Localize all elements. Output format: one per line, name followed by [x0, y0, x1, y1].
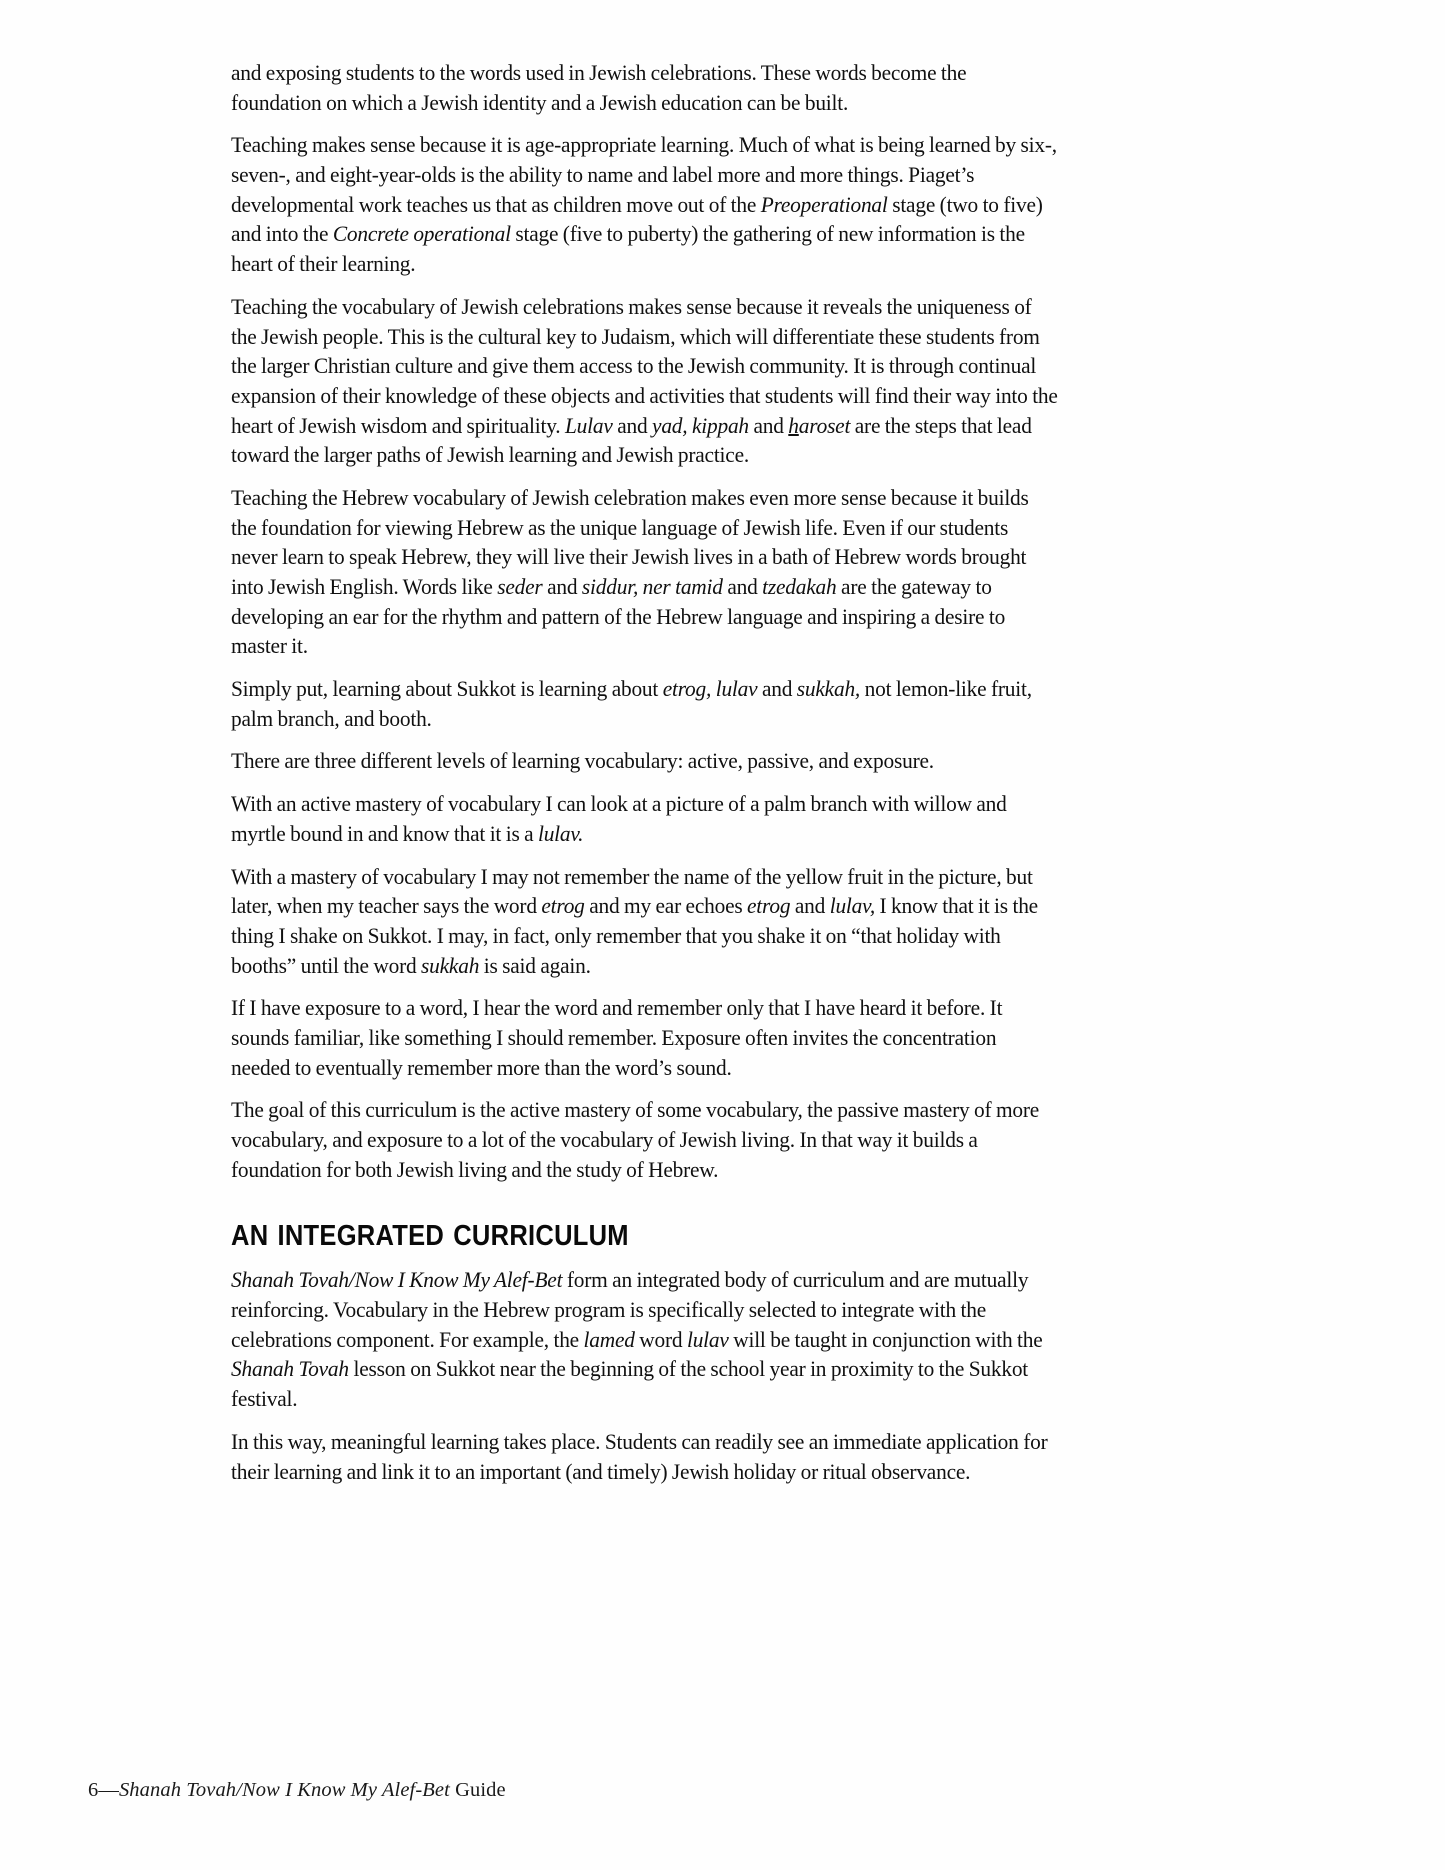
paragraph	[231, 746, 1058, 776]
italic-underlined-letter: h	[788, 412, 799, 438]
paragraph	[231, 862, 1058, 981]
text-run: With an active mastery of vocabulary I can look at a picture of a palm branch with willow and myrtle bound in and know that it is a	[231, 791, 1007, 846]
paragraph	[231, 1265, 1058, 1413]
text-run: There are three different levels of learning vocabulary: active, passive, and exposure.	[231, 748, 934, 774]
text-run: and	[722, 574, 763, 599]
italic-term: lulav	[686, 1326, 729, 1352]
footer-suffix: Guide	[449, 1779, 506, 1801]
text-run: lesson on Sukkot near the beginning of the school year in proximity to the Sukkot festival.	[231, 1356, 1029, 1412]
paragraph	[231, 483, 1058, 661]
paragraph	[231, 1095, 1058, 1184]
text-run: With a mastery of vocabulary I may not remember the name of the yellow fruit in the picture, but later, when my teacher says the word	[231, 863, 1033, 919]
body-paragraphs	[231, 58, 1097, 1184]
text-run: will be taught in conjunction with the	[728, 1326, 1043, 1352]
text-run: word	[634, 1326, 687, 1352]
italic-term: sukkah,	[796, 676, 861, 702]
text-run: are the steps that lead toward the larger paths of Jewish learning and Jewish practice.	[231, 412, 1032, 468]
paragraph	[231, 789, 1058, 848]
text-run: If I have exposure to a word, I hear the word and remember only that I have heard it before. It sounds familiar, like something I should remember. Exposure often invites the concentration needed to eventually remember more than the word’s sound.	[231, 995, 1003, 1080]
text-run: and	[612, 412, 653, 438]
italic-term: etrog	[747, 893, 791, 919]
footer-page-number: 6—	[88, 1779, 119, 1801]
text-run: and exposing students to the words used in Jewish celebrations. These words become the foundation on which a Jewish identity and a Jewish education can be built.	[231, 60, 967, 115]
text-run: stage (five to puberty) the gathering of new information is the heart of their learning.	[231, 221, 1025, 277]
italic-term: yad, kippah	[652, 412, 749, 438]
italic-term: seder	[497, 574, 543, 599]
text-run: and	[757, 676, 797, 702]
paragraph	[231, 674, 1058, 733]
italic-term: lulav.	[537, 820, 584, 846]
text-run: not lemon-like fruit, palm branch, and booth.	[231, 676, 1032, 731]
paragraph	[231, 993, 1058, 1082]
text-run: Simply put, learning about Sukkot is learning about	[231, 676, 663, 702]
italic-term: Shanah Tovah	[231, 1356, 349, 1382]
paragraph	[231, 130, 1058, 278]
section-heading-an-integrated-curriculum: AN INTEGRATED CURRICULUM	[231, 1220, 629, 1253]
italic-term: Concrete operational	[332, 221, 511, 247]
text-run: Teaching makes sense because it is age-appropriate learning. Much of what is being learned by six-, seven-, and eight-year-olds is the ability to name and label more and more things. Piaget’s developmental work teaches us that as children move out of the	[231, 132, 1057, 217]
text-run: Teaching the vocabulary of Jewish celebrations makes sense because it reveals the uniqueness of the Jewish people. This is the cultural key to Judaism, which will differentiate these students from the larger Christian culture and give them access to the Jewish community. It is through continual expansion of their knowledge of these objects and activities that students will find their way into the heart of Jewish wisdom and spirituality.	[231, 293, 1058, 438]
italic-term: sukkah	[421, 952, 480, 978]
italic-term: Shanah Tovah/Now I Know My Alef-Bet	[231, 1267, 563, 1293]
italic-term: Lulav	[564, 412, 613, 438]
section-paragraphs	[231, 1265, 1097, 1486]
text-run: In this way, meaningful learning takes place. Students can readily see an immediate application for their learning and link it to an important (and timely) Jewish holiday or ritual observance.	[231, 1428, 1048, 1484]
page-footer	[88, 1778, 888, 1803]
text-run: The goal of this curriculum is the active mastery of some vocabulary, the passive mastery of more vocabulary, and exposure to a lot of the vocabulary of Jewish living. In that way it builds a foundation for both Jewish living and the study of Hebrew.	[231, 1097, 1040, 1182]
text-run: is said again.	[479, 952, 591, 978]
italic-term: lulav,	[829, 893, 875, 919]
page-body-content	[231, 58, 1097, 1486]
text-run: I know that it is the thing I shake on Sukkot. I may, in fact, only remember that you shake it on “that holiday with booths” until the word	[231, 893, 1038, 978]
italic-term: etrog	[541, 893, 585, 919]
italic-term: etrog, lulav	[662, 676, 758, 702]
italic-term: tzedakah	[762, 574, 837, 599]
text-run: form an integrated body of curriculum and are mutually reinforcing. Vocabulary in the Hebrew program is specifically selected to integrate with the celebrations component. For example, the	[231, 1267, 1029, 1352]
text-run: and my ear echoes	[584, 893, 748, 919]
paragraph	[231, 292, 1058, 470]
footer-book-title: Shanah Tovah/Now I Know My Alef-Bet	[118, 1779, 450, 1801]
text-run: and	[790, 893, 830, 919]
text-run: stage (two to five) and into the	[231, 191, 1043, 247]
text-run: and	[748, 412, 789, 438]
text-run: Teaching the Hebrew vocabulary of Jewish celebration makes even more sense because it builds the foundation for viewing Hebrew as the unique language of Jewish life. Even if our students never learn to speak Hebrew, they will live their Jewish lives in a bath of Hebrew words brought into Jewish English. Words like	[231, 484, 1029, 599]
italic-term: aroset	[798, 412, 851, 438]
italic-term: lamed	[583, 1326, 635, 1352]
paragraph	[231, 1427, 1058, 1486]
italic-term: Preoperational	[760, 191, 888, 217]
paragraph	[231, 58, 1058, 117]
italic-term: siddur, ner tamid	[581, 574, 723, 599]
text-run: and	[542, 574, 582, 599]
text-run: are the gateway to developing an ear for the rhythm and pattern of the Hebrew language and inspiring a desire to master it.	[231, 574, 1006, 659]
